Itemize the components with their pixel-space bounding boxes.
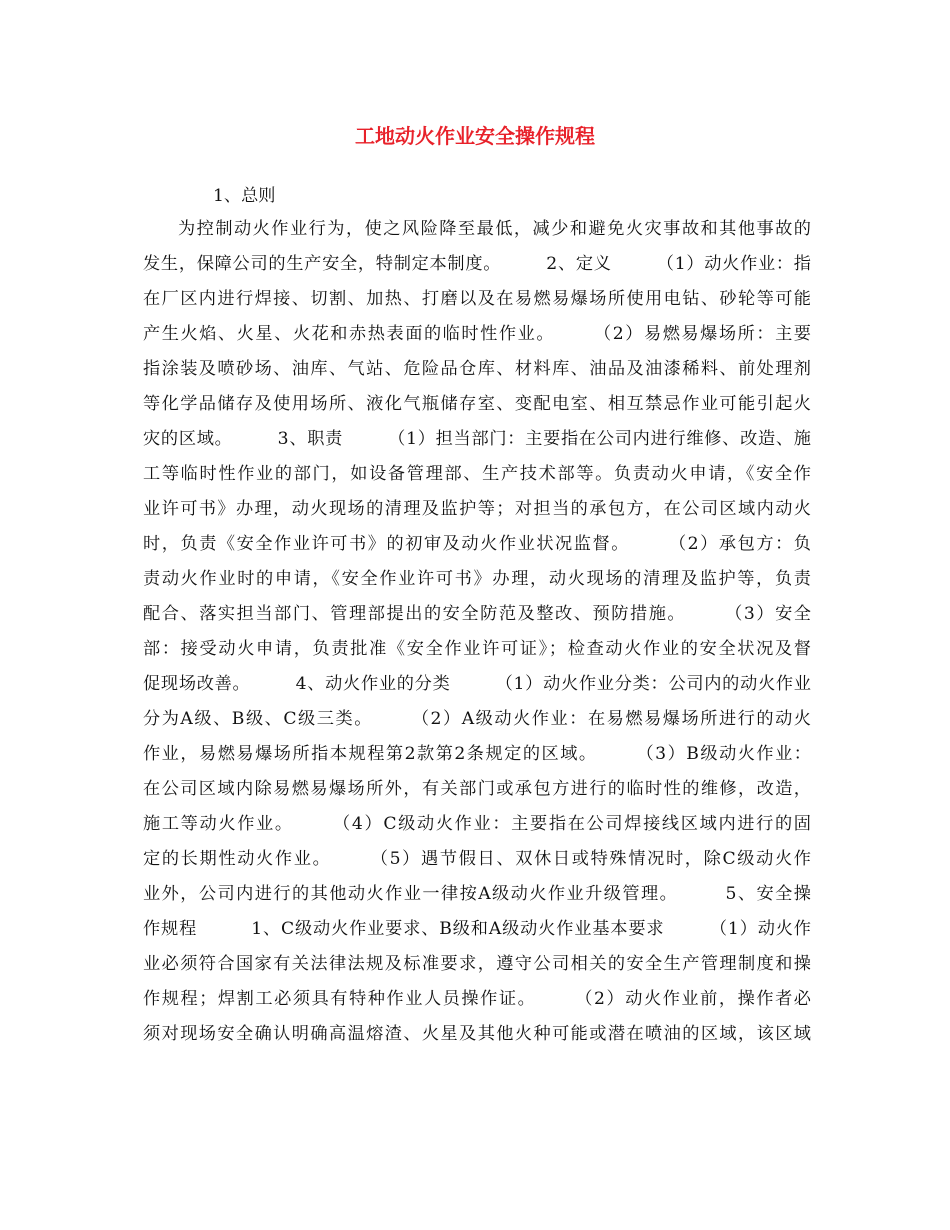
section-heading-general: 1、总则 <box>213 186 276 206</box>
body-line: 指涂装及喷砂场、油库、气站、危险品仓库、材料库、油品及油漆稀料、前处理剂 <box>143 359 811 379</box>
body-line: 部：接受动火申请，负责批准《安全作业许可证》；检查动火作业的安全状况及督 <box>143 639 811 659</box>
body-line: 业必须符合国家有关法律法规及标准要求，遵守公司相关的安全生产管理制度和操 <box>143 954 811 974</box>
body-line: 产生火焰、火星、火花和赤热表面的临时性作业。 （2）易燃易爆场所：主要 <box>143 324 811 344</box>
body-line: 业许可书》办理，动火现场的清理及监护等；对担当的承包方，在公司区域内动火 <box>143 499 811 519</box>
body-line: 配合、落实担当部门、管理部提出的安全防范及整改、预防措施。 （3）安全 <box>143 604 811 624</box>
body-line: 为控制动火作业行为，使之风险降至最低，减少和避免火灾事故和其他事故的 <box>178 219 811 239</box>
body-line: 作规程 1、C级动火作业要求、B级和A级动火作业基本要求 （1）动火作 <box>143 919 811 939</box>
body-line: 作规程；焊割工必须具有特种作业人员操作证。 （2）动火作业前，操作者必 <box>143 989 811 1009</box>
body-line: 发生，保障公司的生产安全，特制定本制度。 2、定义 （1）动火作业：指 <box>143 254 811 274</box>
body-line: 施工等动火作业。 （4）C级动火作业：主要指在公司焊接线区域内进行的固 <box>143 814 811 834</box>
body-line: 定的长期性动火作业。 （5）遇节假日、双休日或特殊情况时，除C级动火作 <box>143 849 811 869</box>
body-line: 工等临时性作业的部门，如设备管理部、生产技术部等。负责动火申请，《安全作 <box>143 464 811 484</box>
body-line: 分为A级、B级、C级三类。 （2）A级动火作业：在易燃易爆场所进行的动火 <box>143 709 811 729</box>
body-line: 灾的区域。 3、职责 （1）担当部门：主要指在公司内进行维修、改造、施 <box>143 429 811 449</box>
body-line: 作业，易燃易爆场所指本规程第2款第2条规定的区域。 （3）B级动火作业： <box>143 744 811 764</box>
document-title: 工地动火作业安全操作规程 <box>355 124 595 148</box>
body-line: 等化学品储存及使用场所、液化气瓶储存室、变配电室、相互禁忌作业可能引起火 <box>143 394 811 414</box>
body-line: 须对现场安全确认明确高温熔渣、火星及其他火种可能或潜在喷油的区域，该区域 <box>143 1024 811 1044</box>
body-line: 促现场改善。 4、动火作业的分类 （1）动火作业分类：公司内的动火作业 <box>143 674 811 694</box>
body-line: 业外，公司内进行的其他动火作业一律按A级动火作业升级管理。 5、安全操 <box>143 884 811 904</box>
body-line: 责动火作业时的申请，《安全作业许可书》办理，动火现场的清理及监护等，负责 <box>143 569 811 589</box>
body-line: 在公司区域内除易燃易爆场所外，有关部门或承包方进行的临时性的维修，改造， <box>143 779 811 799</box>
body-line: 在厂区内进行焊接、切割、加热、打磨以及在易燃易爆场所使用电钻、砂轮等可能 <box>143 289 811 309</box>
body-line: 时，负责《安全作业许可书》的初审及动火作业状况监督。 （2）承包方：负 <box>143 534 811 554</box>
